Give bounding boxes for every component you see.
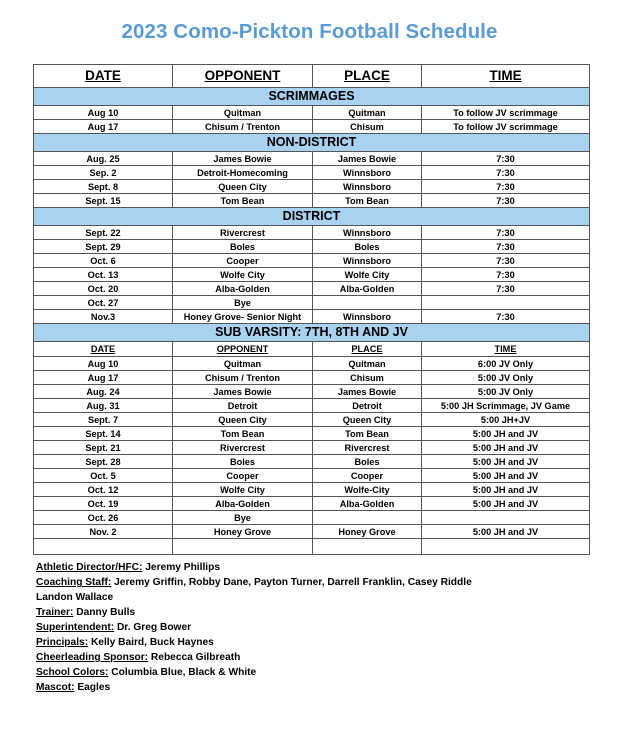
staff-value: Rebecca Gilbreath: [150, 652, 241, 663]
time-cell: 7:30: [422, 282, 590, 296]
subvarsity-column-header: OPPONENT: [173, 342, 313, 357]
place-cell: Quitman: [313, 106, 422, 120]
staff-label: Superintendent:: [36, 622, 115, 633]
time-cell: 6:00 JV Only: [422, 357, 590, 371]
time-cell: 5:00 JH+JV: [422, 413, 590, 427]
place-cell: Winnsboro: [313, 254, 422, 268]
opponent-cell: James Bowie: [173, 385, 313, 399]
staff-line: [36, 560, 596, 575]
place-cell: Cooper: [313, 469, 422, 483]
place-cell: Alba-Golden: [313, 282, 422, 296]
section-title: NON-DISTRICT: [34, 134, 590, 152]
table-row: [34, 106, 590, 120]
column-header-time: TIME: [422, 65, 590, 88]
date-cell: Aug. 24: [34, 385, 173, 399]
opponent-cell: Boles: [173, 455, 313, 469]
time-cell: 5:00 JH and JV: [422, 469, 590, 483]
time-cell: 5:00 JH and JV: [422, 525, 590, 539]
staff-line: [36, 620, 596, 635]
section-header: [34, 324, 590, 342]
date-cell: Sept. 7: [34, 413, 173, 427]
place-cell: [313, 296, 422, 310]
date-cell: Aug 17: [34, 371, 173, 385]
time-cell: [422, 539, 590, 555]
date-cell: Aug. 31: [34, 399, 173, 413]
opponent-cell: Rivercrest: [173, 441, 313, 455]
time-cell: 5:00 JV Only: [422, 371, 590, 385]
opponent-cell: Honey Grove: [173, 525, 313, 539]
place-cell: Wolfe-City: [313, 483, 422, 497]
place-cell: Winnsboro: [313, 310, 422, 324]
column-header-date: DATE: [34, 65, 173, 88]
date-cell: Aug 17: [34, 120, 173, 134]
date-cell: Nov. 2: [34, 525, 173, 539]
table-row: [34, 399, 590, 413]
opponent-cell: Cooper: [173, 469, 313, 483]
date-cell: Oct. 13: [34, 268, 173, 282]
staff-line: [36, 650, 596, 665]
staff-value: Danny Bulls: [76, 607, 136, 618]
opponent-cell: Tom Bean: [173, 194, 313, 208]
staff-label: School Colors:: [36, 667, 109, 678]
opponent-cell: Quitman: [173, 106, 313, 120]
table-row: [34, 226, 590, 240]
opponent-cell: Bye: [173, 296, 313, 310]
date-cell: Oct. 6: [34, 254, 173, 268]
place-cell: Alba-Golden: [313, 497, 422, 511]
date-cell: Nov.3: [34, 310, 173, 324]
table-row: [34, 268, 590, 282]
opponent-cell: Alba-Golden: [173, 282, 313, 296]
opponent-cell: Queen City: [173, 413, 313, 427]
subvarsity-column-header: TIME: [422, 342, 590, 357]
place-cell: [313, 511, 422, 525]
table-row: [34, 152, 590, 166]
opponent-cell: Alba-Golden: [173, 497, 313, 511]
table-row: [34, 525, 590, 539]
place-cell: Chisum: [313, 371, 422, 385]
date-cell: Aug. 25: [34, 152, 173, 166]
time-cell: 5:00 JH and JV: [422, 427, 590, 441]
date-cell: Sept. 14: [34, 427, 173, 441]
time-cell: 7:30: [422, 194, 590, 208]
staff-line: [36, 680, 596, 695]
table-row: [34, 455, 590, 469]
staff-label: Trainer:: [36, 607, 74, 618]
opponent-cell: James Bowie: [173, 152, 313, 166]
staff-value: Landon Wallace: [36, 592, 114, 603]
opponent-cell: Queen City: [173, 180, 313, 194]
opponent-cell: Rivercrest: [173, 226, 313, 240]
page-title: 2023 Como-Pickton Football Schedule: [121, 20, 498, 43]
time-cell: 5:00 JH and JV: [422, 441, 590, 455]
place-cell: Queen City: [313, 413, 422, 427]
date-cell: Sept. 22: [34, 226, 173, 240]
place-cell: Boles: [313, 240, 422, 254]
table-row: [34, 497, 590, 511]
time-cell: 5:00 JH and JV: [422, 497, 590, 511]
place-cell: Boles: [313, 455, 422, 469]
time-cell: 5:00 JV Only: [422, 385, 590, 399]
staff-value: Eagles: [77, 682, 111, 693]
opponent-cell: Wolfe City: [173, 483, 313, 497]
date-cell: Sept. 8: [34, 180, 173, 194]
date-cell: Oct. 5: [34, 469, 173, 483]
staff-line: [36, 665, 596, 680]
place-cell: Honey Grove: [313, 525, 422, 539]
table-row: [34, 511, 590, 525]
staff-label: Coaching Staff:: [36, 577, 112, 588]
section-header: [34, 208, 590, 226]
section-title: SUB VARSITY: 7TH, 8TH AND JV: [34, 324, 590, 342]
opponent-cell: Detroit: [173, 399, 313, 413]
table-row: [34, 254, 590, 268]
section-header: [34, 134, 590, 152]
table-row: [34, 469, 590, 483]
schedule-table: [33, 64, 590, 555]
date-cell: Aug 10: [34, 106, 173, 120]
staff-info: [36, 560, 596, 695]
table-row: [34, 385, 590, 399]
place-cell: Winnsboro: [313, 226, 422, 240]
place-cell: James Bowie: [313, 152, 422, 166]
table-row: [34, 441, 590, 455]
staff-line: [36, 575, 596, 590]
time-cell: 7:30: [422, 152, 590, 166]
opponent-cell: Chisum / Trenton: [173, 120, 313, 134]
table-row: [34, 539, 590, 555]
opponent-cell: Cooper: [173, 254, 313, 268]
table-row: [34, 180, 590, 194]
time-cell: 7:30: [422, 268, 590, 282]
staff-line: [36, 605, 596, 620]
staff-label: Athletic Director/HFC:: [36, 562, 143, 573]
staff-value: Columbia Blue, Black & White: [111, 667, 257, 678]
table-header-row: [34, 65, 590, 88]
table-row: [34, 166, 590, 180]
time-cell: 7:30: [422, 166, 590, 180]
date-cell: Sept. 21: [34, 441, 173, 455]
time-cell: [422, 511, 590, 525]
table-row: [34, 310, 590, 324]
staff-label: Mascot:: [36, 682, 75, 693]
date-cell: Oct. 19: [34, 497, 173, 511]
opponent-cell: Detroit-Homecoming: [173, 166, 313, 180]
opponent-cell: Bye: [173, 511, 313, 525]
place-cell: Wolfe City: [313, 268, 422, 282]
staff-label: Principals:: [36, 637, 89, 648]
section-header: [34, 88, 590, 106]
time-cell: 5:00 JH and JV: [422, 455, 590, 469]
staff-value: Jeremy Griffin, Robby Dane, Payton Turner, Darrell Franklin, Casey Riddle: [114, 577, 472, 588]
subvarsity-header-row: [34, 342, 590, 357]
place-cell: [313, 539, 422, 555]
subvarsity-column-header: DATE: [34, 342, 173, 357]
date-cell: Sep. 2: [34, 166, 173, 180]
date-cell: Oct. 26: [34, 511, 173, 525]
opponent-cell: Tom Bean: [173, 427, 313, 441]
time-cell: To follow JV scrimmage: [422, 120, 590, 134]
time-cell: 7:30: [422, 254, 590, 268]
opponent-cell: Chisum / Trenton: [173, 371, 313, 385]
table-row: [34, 357, 590, 371]
place-cell: Tom Bean: [313, 194, 422, 208]
table-row: [34, 371, 590, 385]
place-cell: Winnsboro: [313, 180, 422, 194]
place-cell: Tom Bean: [313, 427, 422, 441]
date-cell: Sept. 15: [34, 194, 173, 208]
opponent-cell: Boles: [173, 240, 313, 254]
table-row: [34, 296, 590, 310]
staff-line: [36, 590, 596, 605]
section-title: DISTRICT: [34, 208, 590, 226]
opponent-cell: Honey Grove- Senior Night: [173, 310, 313, 324]
subvarsity-column-header: PLACE: [313, 342, 422, 357]
table-row: [34, 120, 590, 134]
time-cell: [422, 296, 590, 310]
date-cell: Oct. 27: [34, 296, 173, 310]
table-row: [34, 413, 590, 427]
time-cell: 5:00 JH and JV: [422, 483, 590, 497]
table-row: [34, 194, 590, 208]
opponent-cell: Quitman: [173, 357, 313, 371]
column-header-opponent: OPPONENT: [173, 65, 313, 88]
date-cell: Sept. 29: [34, 240, 173, 254]
date-cell: Aug 10: [34, 357, 173, 371]
place-cell: Quitman: [313, 357, 422, 371]
time-cell: 7:30: [422, 180, 590, 194]
time-cell: 7:30: [422, 226, 590, 240]
place-cell: Winnsboro: [313, 166, 422, 180]
place-cell: James Bowie: [313, 385, 422, 399]
table-row: [34, 483, 590, 497]
section-title: SCRIMMAGES: [34, 88, 590, 106]
opponent-cell: [173, 539, 313, 555]
place-cell: Chisum: [313, 120, 422, 134]
place-cell: Rivercrest: [313, 441, 422, 455]
opponent-cell: Wolfe City: [173, 268, 313, 282]
date-cell: Sept. 28: [34, 455, 173, 469]
table-row: [34, 427, 590, 441]
time-cell: To follow JV scrimmage: [422, 106, 590, 120]
staff-label: Cheerleading Sponsor:: [36, 652, 149, 663]
staff-value: Jeremy Phillips: [145, 562, 221, 573]
table-row: [34, 282, 590, 296]
time-cell: 7:30: [422, 310, 590, 324]
date-cell: Oct. 20: [34, 282, 173, 296]
column-header-place: PLACE: [313, 65, 422, 88]
staff-value: Dr. Greg Bower: [116, 622, 192, 633]
date-cell: Oct. 12: [34, 483, 173, 497]
staff-line: [36, 635, 596, 650]
time-cell: 7:30: [422, 240, 590, 254]
place-cell: Detroit: [313, 399, 422, 413]
time-cell: 5:00 JH Scrimmage, JV Game: [422, 399, 590, 413]
table-row: [34, 240, 590, 254]
staff-value: Kelly Baird, Buck Haynes: [90, 637, 214, 648]
date-cell: [34, 539, 173, 555]
